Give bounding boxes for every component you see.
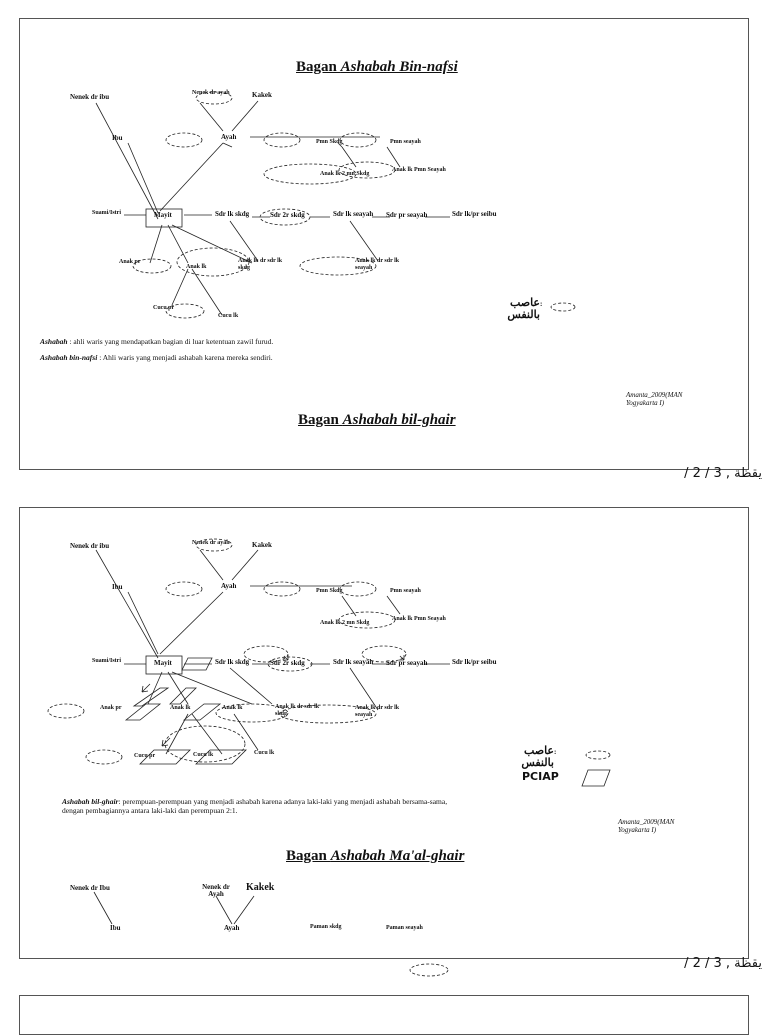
node-anak-paman-skdg: Anak lk 2 mn Skdg: [320, 171, 370, 177]
node-sdr-pr-skdg: Sdr 2r skdg: [270, 211, 305, 219]
node-anak-sdr-lk-skdg: Anak lk dr sdr lk skdg: [275, 704, 320, 717]
node-anak-paman-seayah: Anak lk Pmn Seayah: [392, 616, 446, 622]
node-cucu-pr: Cucu pr: [153, 305, 175, 311]
node-sdr-pr-seayah: Sdr pr seayah: [386, 659, 428, 667]
node-kakek: Kakek: [252, 541, 272, 549]
node-nenek-dr-ayah-bottom: Nenek dr Ayah: [202, 883, 230, 898]
node-anak-pr: Anak pr: [100, 705, 122, 711]
node-paman-seayah: Pmn seayah: [390, 588, 421, 594]
node-anak-sdr-lk-seayah: Anak lk dr sdr lk seayah: [355, 705, 400, 718]
node-cucu-lk-inner: Cucu lk: [193, 752, 214, 758]
node-paman-seayah: Pmn seayah: [390, 139, 421, 145]
node-nenek-dr-ibu: Nenek dr ibu: [70, 93, 110, 101]
maal-ghair-diagram-lines: [20, 508, 750, 960]
node-mayit: Mayit: [154, 211, 172, 219]
node-sdr-lk-seayah: Sdr lk seayah: [333, 210, 374, 218]
node-suami-istri: Suami/Istri: [92, 210, 122, 216]
node-anak-sdr-lk-seayah: Anak lk dr sdr lk seayah: [355, 258, 400, 271]
legend-colon: :: [540, 300, 543, 308]
node-ayah: Ayah: [221, 582, 237, 590]
node-cucu-lk: Cucu lk: [254, 750, 275, 756]
node-sdr-pr-skdg: Sdr 2r skdg: [270, 659, 305, 667]
node-mayit: Mayit: [154, 659, 172, 667]
document-page-1: [19, 18, 749, 470]
node-sdr-lk-skdg: Sdr lk skdg: [215, 210, 250, 218]
node-nenek-dr-ayah: Nenek dr ayah: [192, 90, 230, 96]
page-title: Bagan Ashabah Bin-nafsi: [296, 59, 458, 75]
next-section-title: Bagan Ashabah Ma'al-ghair: [286, 848, 465, 864]
legend-latin-label: PCIAP: [522, 770, 559, 783]
node-paman-skdg: Pmn Skdg: [316, 588, 343, 594]
node-nenek-dr-ibu: Nenek dr ibu: [70, 542, 110, 550]
node-kakek: Kakek: [252, 91, 272, 99]
page-footer-1: / 2 / 3 , يقظة: [684, 466, 762, 481]
node-anak-paman-skdg: Anak lk 2 mn Skdg: [320, 620, 370, 626]
node-anak-lk: Anak lk: [186, 264, 207, 270]
node-sdr-pr-seayah: Sdr pr seayah: [386, 211, 428, 219]
legend-colon: :: [554, 748, 557, 756]
node-paman-seayah-bottom: Paman seayah: [386, 925, 423, 931]
node-anak-paman-seayah: Anak lk Pmn Seayah: [392, 167, 446, 173]
legend-arabic-label: عاصب بالنفس: [521, 745, 554, 769]
node-sdr-lk-skdg: Sdr lk skdg: [215, 658, 250, 666]
node-cucu-pr: Cucu pr: [134, 753, 156, 759]
legend-arabic-label: عاصب بالنفس: [507, 297, 540, 321]
node-ayah-bottom: Ayah: [224, 924, 240, 932]
node-cucu-lk: Cucu lk: [218, 313, 239, 319]
document-page-3: [19, 995, 749, 1035]
node-sdr-lk-pr-seibu: Sdr lk/pr seibu: [452, 658, 497, 666]
node-sdr-lk-seayah: Sdr lk seayah: [333, 658, 374, 666]
credit-text: Amanta_2009(MAN Yogyakarta I): [618, 818, 675, 834]
definition-ashabah: Ashabah : ahli waris yang mendapatkan bagian di luar ketentuan zawil furud.: [40, 337, 274, 346]
node-ibu: Ibu: [112, 134, 123, 142]
credit-text: Amanta_2009(MAN Yogyakarta I): [626, 391, 683, 407]
node-ayah: Ayah: [221, 133, 237, 141]
node-sdr-lk-pr-seibu: Sdr lk/pr seibu: [452, 210, 497, 218]
document-page-2: [19, 507, 749, 959]
node-paman-skdg-bottom: Paman skdg: [310, 924, 342, 930]
node-nenek-dr-ayah: Nenek dr ayah: [192, 540, 230, 546]
node-ibu-bottom: Ibu: [110, 924, 121, 932]
definition-ashabah-bil-ghair: Ashabah bil-ghair: perempuan-perempuan yang menjadi ashabah karena adanya laki-laki yang menjadi ashabah bersama-sama, dengan pembagiannya antara laki-laki dan perempuan 2:1.: [62, 797, 448, 815]
node-suami-istri: Suami/Istri: [92, 658, 122, 664]
node-kakek-bottom: Kakek: [246, 882, 275, 893]
node-paman-skdg: Pmn Skdg: [316, 139, 343, 145]
node-anak-sdr-lk-skdg: Anak lk dr sdr lk skdg: [238, 258, 283, 271]
page-footer-2: / 2 / 3 , يقظة: [684, 956, 762, 971]
node-nenek-dr-ibu-bottom: Nenek dr Ibu: [70, 884, 110, 892]
dashed-oval-marker: [408, 962, 450, 978]
node-anak-pr: Anak pr: [119, 259, 141, 265]
node-ibu: Ibu: [112, 583, 123, 591]
definition-ashabah-bin-nafsi: Ashabah bin-nafsi : Ahli waris yang menjadi ashabah karena mereka sendiri.: [40, 353, 273, 362]
node-anak-lk: Anak lk: [222, 705, 243, 711]
next-section-title: Bagan Ashabah bil-ghair: [298, 412, 456, 428]
node-anak-lk-left: Anak lk: [170, 705, 191, 711]
